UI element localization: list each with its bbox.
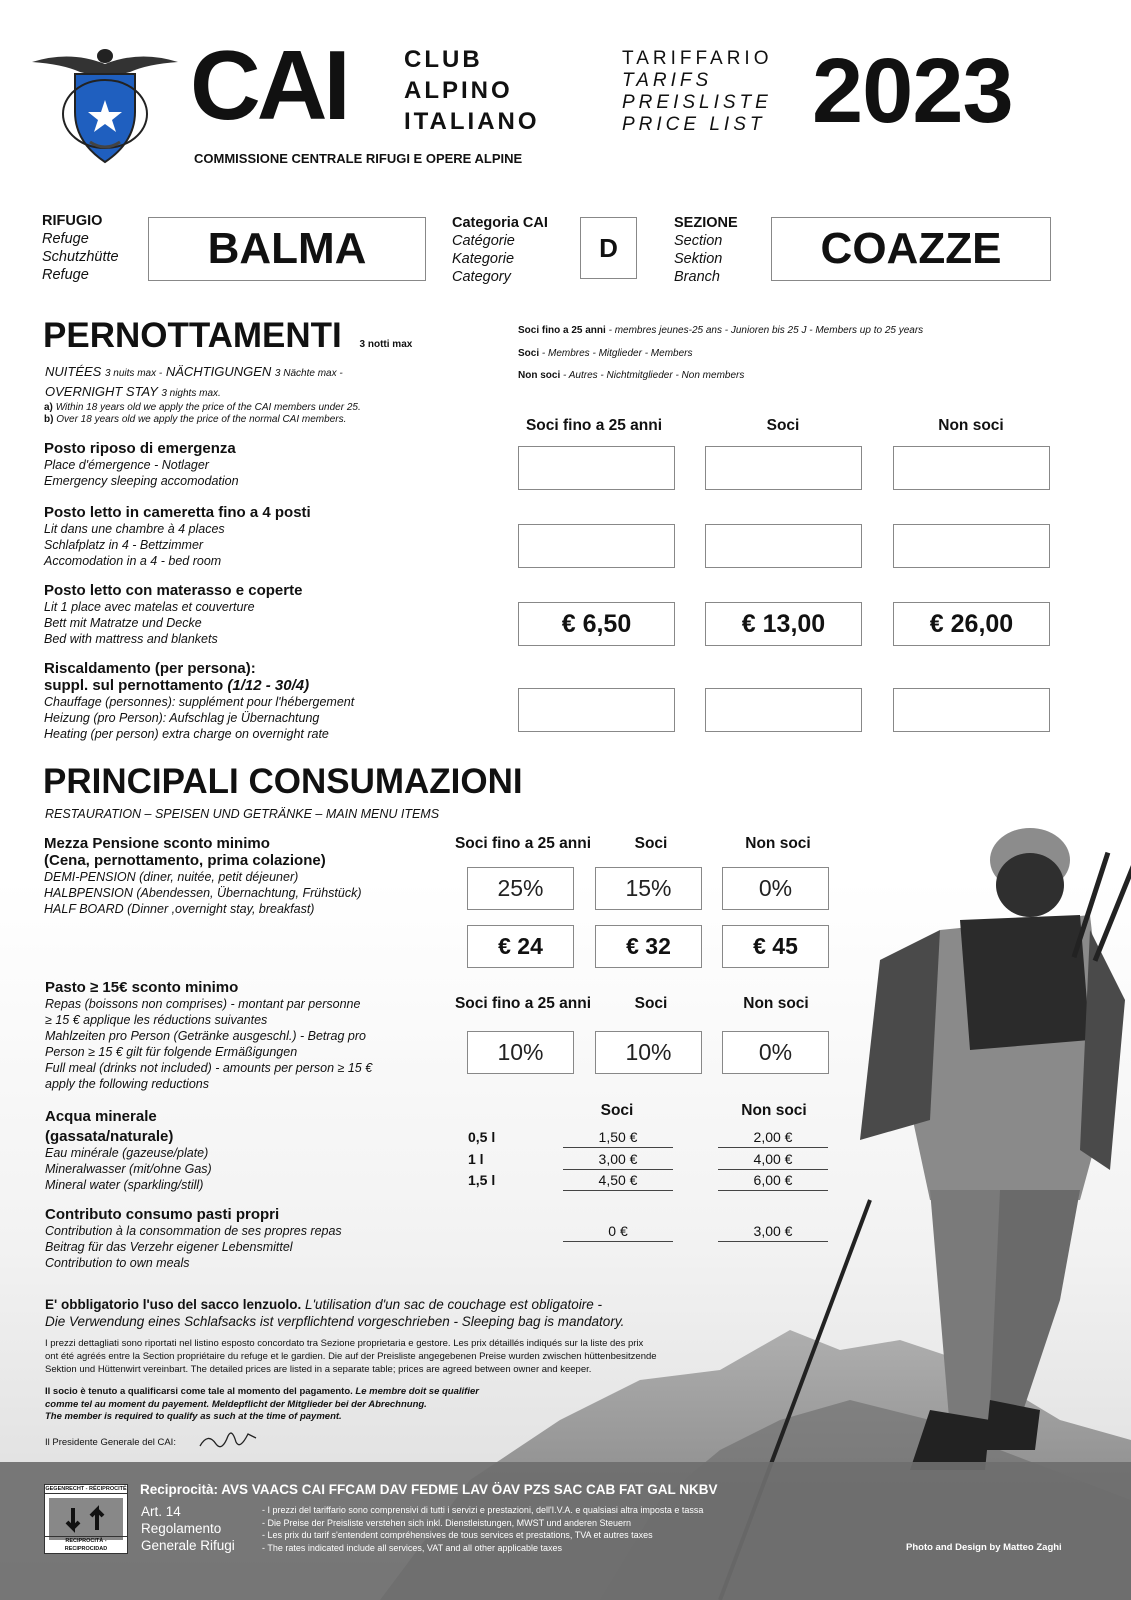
- rates-block: [262, 1504, 822, 1554]
- price-cell: [518, 446, 675, 490]
- row-title: Mezza Pensione sconto minimo: [44, 835, 270, 852]
- rates-line: - The rates indicated include all services, VAT and all other applicable taxes: [262, 1542, 562, 1553]
- row-line: Eau minérale (gazeuse/plate): [45, 1146, 209, 1160]
- rifugio-translation: Refuge: [42, 231, 89, 247]
- price-cell: [705, 688, 862, 732]
- col-head-non-soci: Non soci: [741, 1102, 807, 1119]
- row-line: Full meal (drinks not included) - amounts per person ≥ 15 €: [45, 1061, 373, 1075]
- price-cell: € 45: [722, 925, 829, 968]
- water-price: 3,00 €: [563, 1151, 673, 1170]
- categoria-value: D: [580, 217, 637, 279]
- water-price: 6,00 €: [718, 1172, 828, 1191]
- price-cell: [893, 446, 1050, 490]
- row-line: Person ≥ 15 € gilt für folgende Ermäßigungen: [45, 1045, 298, 1059]
- discount-cell: 10%: [467, 1031, 574, 1074]
- sezione-name: COAZZE: [771, 217, 1051, 281]
- brand-lines: [404, 44, 540, 137]
- row-line: Heizung (pro Person): Aufschlag je Übernachtung: [44, 711, 320, 725]
- row-title2: (gassata/naturale): [45, 1128, 174, 1145]
- art-line: Generale Rifugi: [141, 1538, 235, 1553]
- row-title: Posto letto con materasso e coperte: [44, 582, 303, 599]
- subtitle-a-note: 3 nuits max -: [104, 368, 163, 379]
- prices-note-line: Sektion und Hüttenwirt vereinbart. The detailed prices are listed in a separate table; prices are agreed between owner and keeper.: [45, 1364, 592, 1375]
- col-head-soci-25: Soci fino a 25 anni: [454, 835, 592, 852]
- col-head-non-soci: Non soci: [745, 835, 811, 852]
- consumazioni-title: PRINCIPALI CONSUMAZIONI: [43, 762, 523, 801]
- water-price: 2,00 €: [718, 1129, 828, 1148]
- row-title: Riscaldamento (per persona):: [44, 660, 256, 677]
- price-cell: € 6,50: [518, 602, 675, 646]
- sezione-translation: Sektion: [674, 251, 723, 267]
- row-line: Contribution à la consommation de ses propres repas: [45, 1224, 342, 1238]
- row-title: Pasto ≥ 15€ sconto minimo: [45, 979, 239, 996]
- badge-bottom: RECIPROCITÀ - RECIPROCIDAD: [45, 1536, 127, 1553]
- brand-line: CLUB: [404, 46, 483, 73]
- sleeping-bag-note: E' obbligatorio l'uso del sacco lenzuolo. L'utilisation d'un sac de couchage est obligatoire - Die Verwendung eines Schlafsacks ist verpflichtend vorgeschrieben - Sleeping bag is mandatory.: [45, 1297, 625, 1329]
- row-line: Lit 1 place avec matelas et couverture: [44, 600, 255, 614]
- row-line: Schlafplatz in 4 - Bettzimmer: [44, 538, 204, 552]
- row-title2: suppl. sul pernottamento (1/12 - 30/4): [44, 677, 310, 694]
- row-riscaldamento: [44, 660, 484, 742]
- signature-mark: [198, 1426, 258, 1454]
- legend-item: Soci - Membres - Mitglieder - Members: [518, 347, 693, 359]
- row-line: Lit dans une chambre à 4 places: [44, 522, 225, 536]
- water-price: 4,50 €: [563, 1172, 673, 1191]
- contributo-row: [45, 1206, 445, 1271]
- prices-note-line: ont été agréés entre la Section propriétaire du refuge et le gardien. Die auf der Preisliste angegebenen Preise wurden zwischen hüttenbesitzende: [45, 1351, 657, 1362]
- cai-emblem-icon: [30, 42, 180, 167]
- row-line: Place d'émergence - Notlager: [44, 458, 209, 472]
- age-notes: [44, 402, 464, 426]
- president-label: Il Presidente Generale del CAI:: [45, 1437, 176, 1448]
- row-line: Repas (boissons non comprises) - montant par personne: [45, 997, 361, 1011]
- categoria-translation: Category: [452, 269, 511, 285]
- row-line: HALF BOARD (Dinner ,overnight stay, breakfast): [44, 902, 315, 916]
- member-note: Il socio è tenuto a qualificarsi come tale al momento del pagamento. Le membre doit se qualifier comme tel au moment du payement. Meldepflicht der Mitglieder bei der Abrechnung. The member is required to qualify as such at the time of payment.: [45, 1386, 479, 1422]
- discount-cell: 25%: [467, 867, 574, 910]
- pernottamenti-title-note: 3 notti max: [359, 339, 413, 350]
- price-cell: [705, 524, 862, 568]
- categoria-label-block: [452, 214, 548, 286]
- price-cell: [705, 446, 862, 490]
- brand-line: ALPINO: [404, 77, 513, 104]
- row-cameretta: [44, 504, 464, 569]
- sezione-translation: Branch: [674, 269, 720, 285]
- row-line: Emergency sleeping accomodation: [44, 474, 239, 488]
- sezione-label-block: [674, 214, 738, 286]
- tariff-titles: [622, 48, 772, 136]
- col-head-soci: Soci: [634, 835, 668, 852]
- photo-credit: Photo and Design by Matteo Zaghi: [906, 1542, 1062, 1553]
- note-b: b) Over 18 years old we apply the price of the normal CAI members.: [44, 414, 347, 425]
- price-cell: [893, 524, 1050, 568]
- tariff-line: TARIFFARIO: [622, 48, 773, 69]
- row-line: Bett mit Matratze und Decke: [44, 616, 202, 630]
- rifugio-label-block: [42, 212, 119, 284]
- row-line: HALBPENSION (Abendessen, Übernachtung, Frühstück): [44, 886, 362, 900]
- row-line: Mahlzeiten pro Person (Getränke ausgeschl.) - Betrag pro: [45, 1029, 366, 1043]
- art-line: Art. 14: [141, 1504, 181, 1519]
- price-cell: € 24: [467, 925, 574, 968]
- water-price: 4,00 €: [718, 1151, 828, 1170]
- categoria-label: Categoria CAI: [452, 215, 548, 231]
- prices-note-line: I prezzi dettagliati sono riportati nel listino esposto concordato tra Sezione proprietaria e gestore. Les prix détaillés indiqués sur la liste des prix: [45, 1338, 644, 1349]
- commission-title: COMMISSIONE CENTRALE RIFUGI E OPERE ALPINE: [194, 151, 523, 166]
- discount-cell: 10%: [595, 1031, 702, 1074]
- rifugio-label: RIFUGIO: [42, 213, 103, 229]
- subtitle-b-note: 3 Nächte max -: [274, 368, 343, 379]
- row-line: Bed with mattress and blankets: [44, 632, 218, 646]
- subtitle-c: OVERNIGHT STAY: [45, 384, 158, 399]
- tariff-line: PRICE LIST: [622, 114, 766, 135]
- col-head-soci: Soci: [766, 417, 800, 434]
- size-label: 1,5 l: [468, 1172, 496, 1188]
- row-title: Acqua minerale: [45, 1108, 157, 1125]
- size-label: 0,5 l: [468, 1129, 496, 1145]
- contributo-non-soci: 3,00 €: [718, 1223, 828, 1242]
- contributo-soci: 0 €: [563, 1223, 673, 1242]
- rates-line: - Les prix du tarif s'entendent compréhensives de tous services et prestations, TVA et autres taxes: [262, 1530, 653, 1540]
- badge-top: GEGENRECHT - RÉCIPROCITÉ: [45, 1486, 127, 1492]
- rifugio-name: BALMA: [148, 217, 426, 281]
- row-title: Contributo consumo pasti propri: [45, 1206, 280, 1223]
- row-line: Beitrag für das Verzehr eigener Lebensmittel: [45, 1240, 293, 1254]
- categoria-translation: Kategorie: [452, 251, 515, 267]
- acqua-row: [45, 1108, 425, 1193]
- sezione-label: SEZIONE: [674, 215, 738, 231]
- col-head-soci-25: Soci fino a 25 anni: [525, 417, 663, 434]
- col-head-non-soci: Non soci: [743, 995, 809, 1012]
- brand-line: ITALIANO: [404, 108, 540, 135]
- mezza-pensione: [44, 835, 444, 917]
- row-line: Chauffage (personnes): supplément pour l'hébergement: [44, 695, 355, 709]
- col-head-non-soci: Non soci: [938, 417, 1004, 434]
- tariff-line: TARIFS: [622, 70, 713, 91]
- discount-cell: 15%: [595, 867, 702, 910]
- year: 2023: [812, 40, 1013, 142]
- legend-item: Soci fino a 25 anni - membres jeunes-25 ans - Junioren bis 25 J - Members up to 25 years: [518, 325, 924, 336]
- discount-cell: 0%: [722, 867, 829, 910]
- price-cell: [518, 688, 675, 732]
- art-block: [141, 1503, 235, 1554]
- row-line: ≥ 15 € applique les réductions suivantes: [45, 1013, 268, 1027]
- row-line: Accomodation in a 4 - bed room: [44, 554, 222, 568]
- row-line: DEMI-PENSION (diner, nuitée, petit déjeuner): [44, 870, 299, 884]
- price-cell: € 13,00: [705, 602, 862, 646]
- subtitle-a: NUITÉES: [45, 364, 102, 379]
- row-line: Contribution to own meals: [45, 1256, 190, 1270]
- reciprocity-line: Reciprocità: AVS VAACS CAI FFCAM DAV FEDME LAV ÖAV PZS SAC CAB FAT GAL NKBV: [140, 1482, 718, 1497]
- sezione-translation: Section: [674, 233, 723, 249]
- row-line: apply the following reductions: [45, 1077, 209, 1091]
- legend-item: Non soci - Autres - Nichtmitglieder - Non members: [518, 370, 745, 381]
- pernottamenti-title: [43, 316, 412, 365]
- subtitle-c-note: 3 nights max.: [161, 388, 221, 399]
- note-a: a) Within 18 years old we apply the price of the CAI members under 25.: [44, 402, 361, 413]
- subtitle-b: NÄCHTIGUNGEN: [165, 364, 272, 379]
- row-title: Posto riposo di emergenza: [44, 440, 236, 457]
- pernottamenti-title-text: PERNOTTAMENTI: [43, 316, 342, 355]
- rifugio-translation: Schutzhütte: [42, 249, 119, 265]
- col-head-soci-25: Soci fino a 25 anni: [454, 995, 592, 1012]
- row-line: Mineral water (sparkling/still): [45, 1178, 204, 1192]
- price-cell: [893, 688, 1050, 732]
- membership-legend: [518, 320, 1078, 388]
- row-title2: (Cena, pernottamento, prima colazione): [44, 852, 326, 869]
- rates-line: - Die Preise der Preisliste verstehen sich inkl. Dienstleistungen, MWST und anderen Steuern: [262, 1517, 632, 1528]
- row-line: Heating (per person) extra charge on overnight rate: [44, 727, 329, 741]
- pasto-row: [45, 979, 425, 1092]
- water-price: 1,50 €: [563, 1129, 673, 1148]
- reciprocity-badge-icon: [44, 1484, 128, 1554]
- discount-cell: 0%: [722, 1031, 829, 1074]
- col-head-soci: Soci: [634, 995, 668, 1012]
- price-cell: [518, 524, 675, 568]
- price-cell: € 32: [595, 925, 702, 968]
- size-label: 1 l: [468, 1151, 484, 1167]
- col-head-soci: Soci: [600, 1102, 634, 1119]
- prices-note: [45, 1337, 745, 1376]
- categoria-translation: Catégorie: [452, 233, 515, 249]
- row-emergenza: [44, 440, 464, 489]
- rates-line: - I prezzi del tariffario sono comprensivi di tutti i servizi e prestazioni, dell'I.V.A. e qualsiasi altra imposta e tassa: [262, 1505, 704, 1515]
- consumazioni-subtitle: RESTAURATION – SPEISEN UND GETRÄNKE – MAIN MENU ITEMS: [45, 807, 440, 821]
- row-line: Mineralwasser (mit/ohne Gas): [45, 1162, 212, 1176]
- cai-brand: CAI: [190, 30, 347, 140]
- row-materasso: [44, 582, 464, 647]
- rifugio-translation: Refuge: [42, 267, 89, 283]
- price-cell: € 26,00: [893, 602, 1050, 646]
- pernottamenti-subtitle: [45, 363, 445, 403]
- row-title: Posto letto in cameretta fino a 4 posti: [44, 504, 311, 521]
- art-line: Regolamento: [141, 1521, 222, 1536]
- tariff-line: PREISLISTE: [622, 92, 772, 113]
